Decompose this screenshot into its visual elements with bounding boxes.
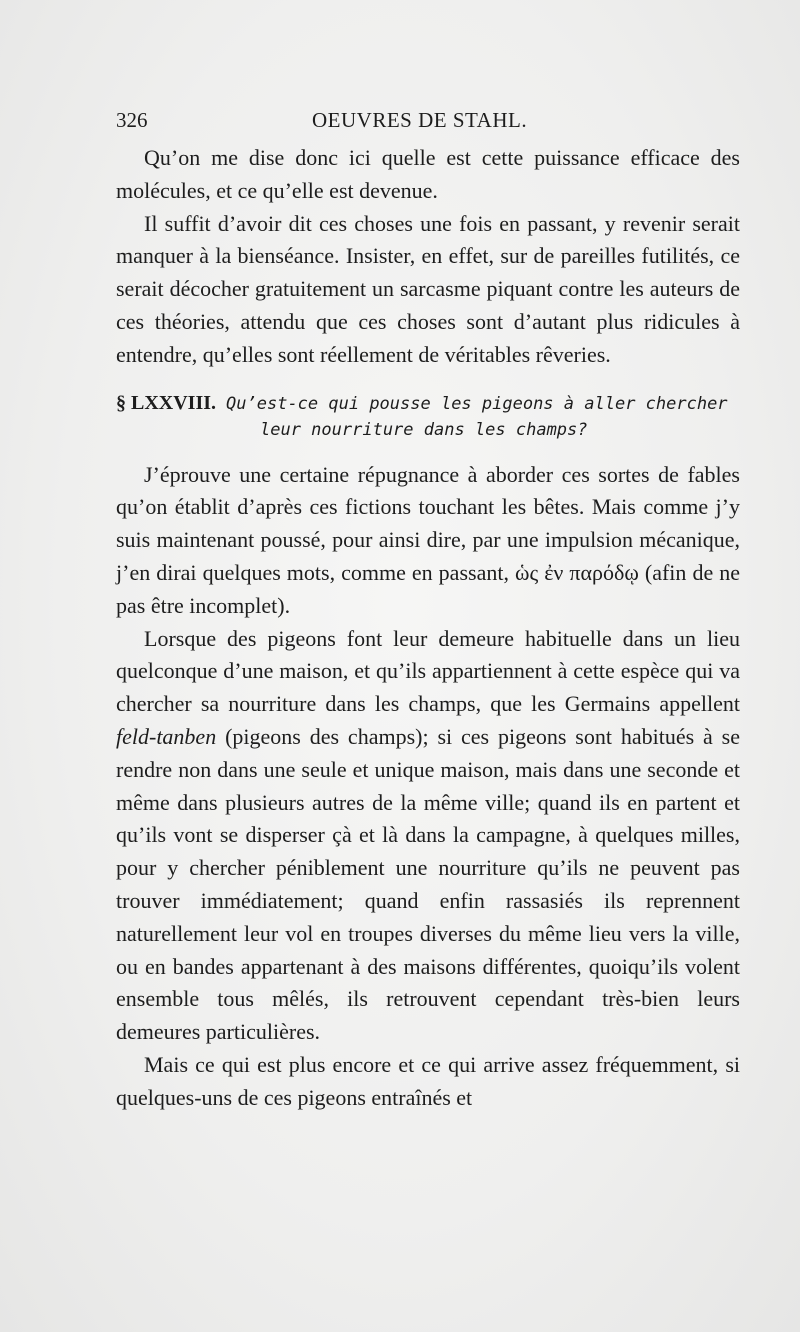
section-heading (116, 390, 740, 443)
paragraph-4-text-after: (pigeons des champs); si ces pigeons sont habitués à se rendre non dans une seule et unique maison, mais dans une seconde et même dans plusieurs autres de la même ville; quand ils en partent et qu’ils vont se disperser çà et là dans la campagne, à quelques milles, pour y chercher péniblement une nourriture qu’ils ne peuvent pas trouver immédiatement; quand enfin rassasiés ils reprennent naturellement leur vol en troupes diverses du même lieu vers la ville, ou en bandes appartenant à des maisons différentes, quoiqu’ils volent ensemble tous mêlés, ils retrouvent cependant très-bien leurs demeures particulières. (116, 723, 740, 1045)
paragraph-2: Il suffit d’avoir dit ces choses une fois en passant, y revenir serait manquer à la bienséance. Insister, en effet, sur de pareilles futilités, ce serait décocher gratuitement un sarcasme piquant contre les auteurs de ces théories, attendu que ces choses sont d’autant plus ridicules à entendre, qu’elles sont réellement de véritables rêveries. (116, 210, 740, 367)
page-header (116, 100, 740, 142)
section-heading-line-1 (116, 390, 740, 417)
page-number: 326 (116, 108, 148, 132)
paragraph-1: Qu’on me dise donc ici quelle est cette puissance efficace des molécules, et ce qu’elle est devenue. (116, 145, 740, 203)
running-title: OEUVRES DE STAHL. (312, 108, 528, 132)
paragraph-4 (116, 623, 740, 1049)
paragraph-5: Mais ce qui est plus encore et ce qui arrive assez fréquemment, si quelques-uns de ces pigeons entraînés et (116, 1051, 740, 1110)
section-title-line-1: Qu’est-ce qui pousse les pigeons à aller chercher (226, 393, 728, 414)
paragraph-3: J’éprouve une certaine répugnance à aborder ces sortes de fables qu’on établit d’après ces fictions touchant les bêtes. Mais comme j’y suis maintenant poussé, pour ainsi dire, par une impulsion mécanique, j’en dirai quelques mots, comme en passant, ὡς ἐν παρόδῳ (afin de ne pas être incomplet). (116, 461, 740, 618)
text-block (116, 100, 740, 1115)
section-title-line-2: leur nourriture dans les champs? (260, 419, 588, 440)
paragraph-4-text-before: Lorsque des pigeons font leur demeure habituelle dans un lieu quelconque d’une maison, et qu’ils appartiennent à cette espèce qui va chercher sa nourriture dans les champs, que les Germains appellent (116, 625, 740, 717)
section-number: § LXXVIII. (116, 391, 217, 414)
german-term: feld-tanben (116, 723, 217, 749)
